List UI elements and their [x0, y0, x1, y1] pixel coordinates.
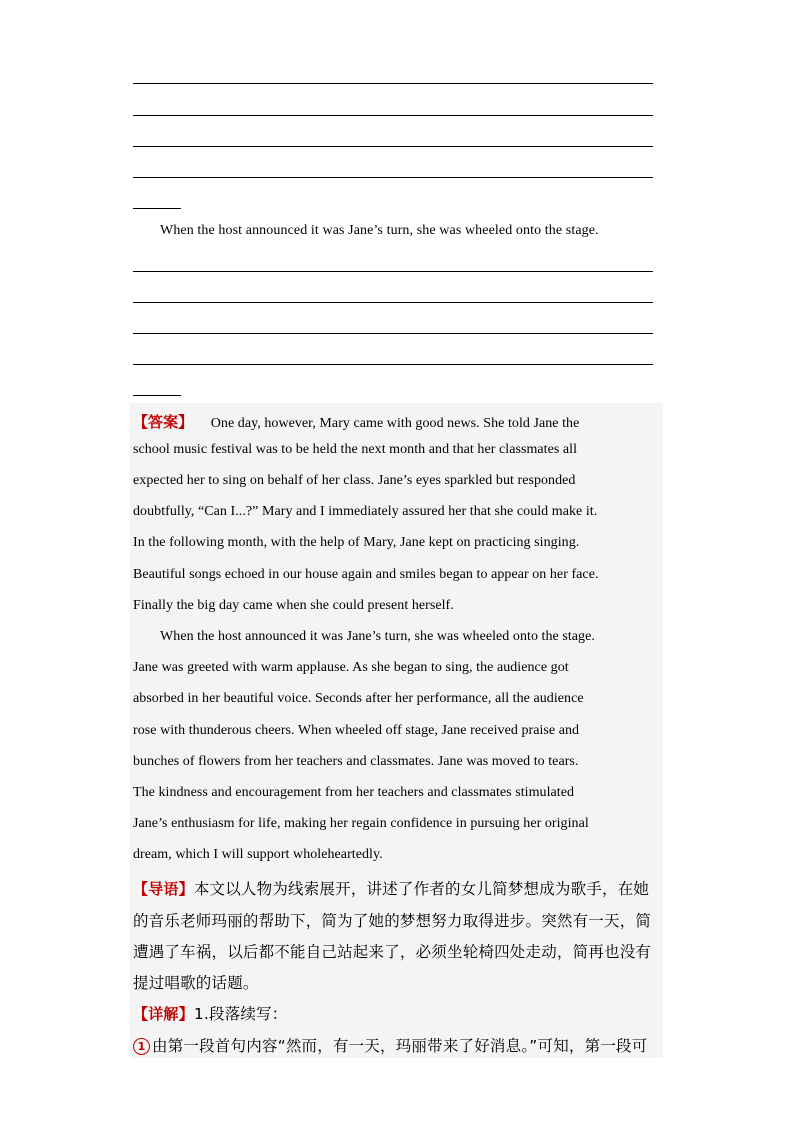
writing-line: [133, 302, 653, 303]
circled-number-icon: 1: [133, 1038, 150, 1055]
answer-line: expected her to sing on behalf of her class. Jane’s eyes sparkled but responded: [133, 473, 576, 488]
answer-line: Finally the big day came when she could present herself.: [133, 598, 454, 613]
answer-line: Jane’s enthusiasm for life, making her regain confidence in pursuing her original: [133, 816, 589, 831]
writing-line: [133, 364, 653, 365]
guide-line: 提过唱歌的话题。: [133, 974, 259, 992]
writing-line: [133, 333, 653, 334]
answer-line: rose with thunderous cheers. When wheeled off stage, Jane received praise and: [133, 723, 580, 738]
answer-line: Beautiful songs echoed in our house again and smiles began to appear on her face.: [133, 567, 599, 582]
answer-line: school music festival was to be held the next month and that her classmates all: [133, 442, 578, 457]
writing-line-short: [133, 208, 181, 209]
writing-line: [133, 177, 653, 178]
answer-line: bunches of flowers from her teachers and classmates. Jane was moved to tears.: [133, 754, 579, 769]
paragraph-prompt: When the host announced it was Jane’s turn, she was wheeled onto the stage.: [160, 223, 599, 238]
detail-item-line: 1 由第一段首句内容“然而，有一天，玛丽带来了好消息。”可知，第一段可: [133, 1034, 647, 1056]
guide-tag: 【导语】: [133, 880, 194, 898]
answer-tag: 【答案】: [133, 413, 194, 431]
writing-line-short: [133, 395, 181, 396]
writing-line: [133, 146, 653, 147]
writing-line: [133, 115, 653, 116]
guide-line: 遭遇了车祸，以后都不能自己站起来了，必须坐轮椅四处走动，简再也没有: [133, 943, 652, 961]
writing-line: [133, 83, 653, 84]
answer-line-1: 【答案】 One day, however, Mary came with good news. She told Jane the: [133, 413, 580, 431]
answer-line: The kindness and encouragement from her teachers and classmates stimulated: [133, 785, 575, 800]
guide-line-1: 【导语】本文以人物为线索展开，讲述了作者的女儿简梦想成为歌手，在她: [133, 880, 650, 898]
answer-line: In the following month, with the help of Mary, Jane kept on practicing singing.: [133, 535, 580, 550]
detail-tag: 【详解】: [133, 1005, 194, 1023]
answer-line: absorbed in her beautiful voice. Seconds after her performance, all the audience: [133, 691, 584, 706]
answer-line: dream, which I will support wholeheartedly.: [133, 847, 383, 862]
detail-heading-line: 【详解】1.段落续写：: [133, 1005, 288, 1023]
answer-line: When the host announced it was Jane’s turn, she was wheeled onto the stage.: [160, 629, 595, 644]
guide-line: 的音乐老师玛丽的帮助下，简为了她的梦想努力取得进步。突然有一天，简: [133, 912, 652, 930]
answer-line: doubtfully, “Can I...?” Mary and I immediately assured her that she could make it.: [133, 504, 598, 519]
answer-line: Jane was greeted with warm applause. As she began to sing, the audience got: [133, 660, 569, 675]
writing-line: [133, 271, 653, 272]
